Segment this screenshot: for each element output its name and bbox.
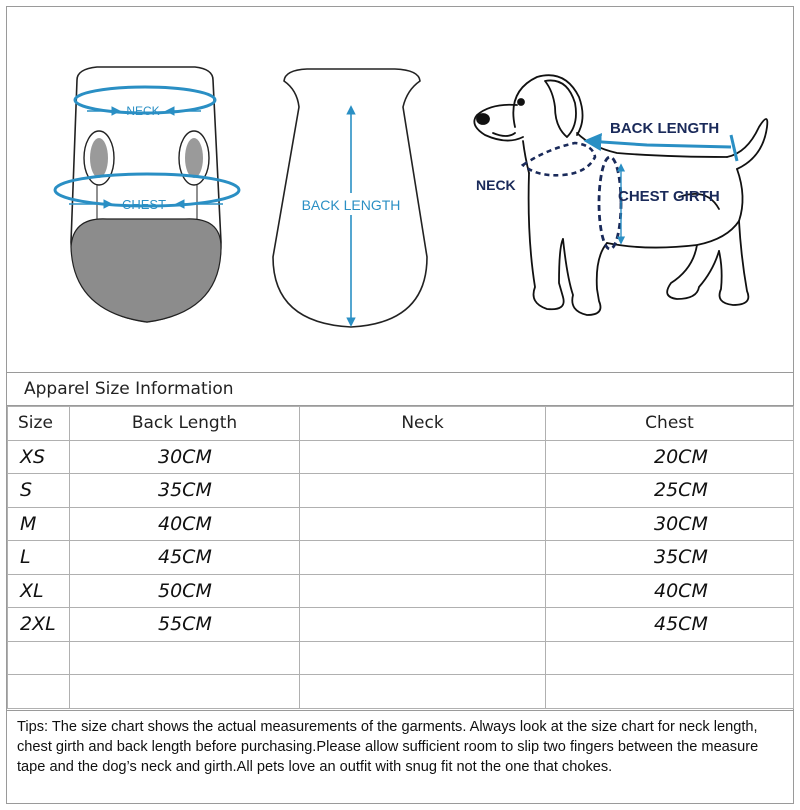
back-length-cell: 50CM	[70, 574, 300, 608]
neck-cell	[300, 440, 546, 474]
chest-cell: 30CM	[546, 507, 794, 541]
size-cell: S	[8, 474, 70, 508]
chest-cell: 25CM	[546, 474, 794, 508]
dog-ear	[545, 80, 576, 137]
size-cell	[8, 675, 70, 709]
neck-cell	[300, 507, 546, 541]
neck-cell	[300, 641, 546, 675]
table-row	[8, 641, 794, 675]
table-row	[8, 574, 794, 608]
back-length-cell	[70, 641, 300, 675]
measurement-illustration	[7, 7, 793, 367]
garment-back-view	[273, 69, 427, 327]
size-table	[7, 406, 794, 709]
table-row	[8, 440, 794, 474]
dog-neck-loop	[523, 143, 595, 175]
size-cell: XS	[8, 440, 70, 474]
neck-label: NECK	[126, 104, 160, 118]
chest-cell	[546, 641, 794, 675]
table-row	[8, 507, 794, 541]
dog-eye	[518, 99, 524, 105]
chest-cell: 45CM	[546, 608, 794, 642]
table-row	[8, 675, 794, 709]
size-cell: XL	[8, 574, 70, 608]
table-title: Apparel Size Information	[7, 372, 793, 406]
back-length-cell: 45CM	[70, 541, 300, 575]
back-length-cell: 55CM	[70, 608, 300, 642]
chest-cell	[546, 675, 794, 709]
tips-text: Tips: The size chart shows the actual measurements of the garments. Always look at the size chart for neck length, chest girth and back length before purchasing.Please allow sufficient room to slip two fingers between the measure tape and the dog’s neck and girth.All pets love an outfit with snug fit not the one that chokes.	[7, 710, 793, 804]
dog-chest-girth-label: CHEST GIRTH	[618, 188, 720, 205]
neck-cell	[300, 608, 546, 642]
table-row	[8, 608, 794, 642]
chest-label: CHEST	[121, 197, 167, 212]
back-length-cell: 40CM	[70, 507, 300, 541]
header-size: Size	[8, 407, 70, 441]
size-cell: L	[8, 541, 70, 575]
neck-cell	[300, 541, 546, 575]
dog-back-length-label: BACK LENGTH	[610, 120, 720, 137]
size-cell: M	[8, 507, 70, 541]
table-row	[8, 474, 794, 508]
table-header-row	[8, 407, 794, 441]
chest-cell: 35CM	[546, 541, 794, 575]
table-row	[8, 541, 794, 575]
size-cell: 2XL	[8, 608, 70, 642]
chest-cell: 20CM	[546, 440, 794, 474]
chest-cell: 40CM	[546, 574, 794, 608]
back-length-cell: 30CM	[70, 440, 300, 474]
garment-front-view	[55, 67, 239, 322]
header-chest: Chest	[546, 407, 794, 441]
back-length-cell: 35CM	[70, 474, 300, 508]
size-cell	[8, 641, 70, 675]
neck-cell	[300, 474, 546, 508]
dog-nose	[477, 114, 489, 124]
header-back-length: Back Length	[70, 407, 300, 441]
neck-cell	[300, 675, 546, 709]
neck-cell	[300, 574, 546, 608]
back-length-label: BACK LENGTH	[301, 197, 401, 213]
header-neck: Neck	[300, 407, 546, 441]
dog-back-length-line	[587, 141, 731, 147]
garment-belly-panel	[71, 219, 221, 322]
back-length-cell	[70, 675, 300, 709]
dog-neck-label: NECK	[476, 177, 516, 193]
